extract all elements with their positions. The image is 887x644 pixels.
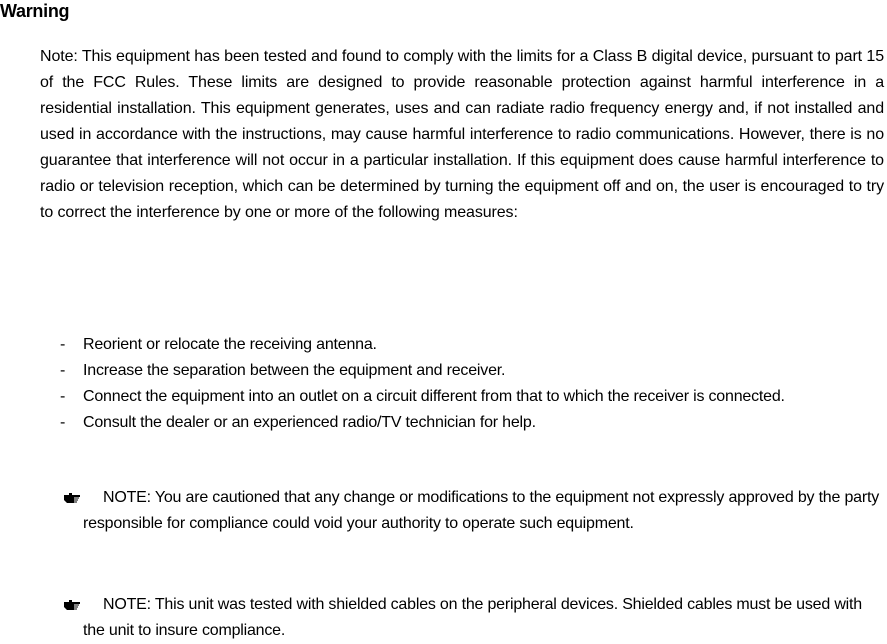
list-dash: -	[60, 336, 66, 353]
measure-item	[60, 410, 860, 436]
measure-text: Increase the separation between the equipment and receiver.	[83, 362, 506, 379]
pointing-hand-icon	[63, 598, 81, 612]
measures-list	[60, 332, 860, 436]
measure-item	[60, 332, 860, 358]
list-dash: -	[60, 362, 66, 379]
caution-note-modifications	[63, 485, 883, 537]
caution-text: NOTE: This unit was tested with shielded cables on the peripheral devices. Shielded cables must be used with the unit to insure compliance.	[83, 596, 862, 639]
caution-note-shielded-cables	[63, 592, 883, 644]
measure-item	[60, 358, 860, 384]
fcc-note-paragraph: Note: This equipment has been tested and found to comply with the limits for a Class B digital device, pursuant to part 15 of the FCC Rules. These limits are designed to provide reasonable protection against harmful interference in a residential installation. This equipment generates, uses and can radiate radio frequency energy and, if not installed and used in accordance with the instructions, may cause harmful interference to radio communications. However, there is no guarantee that interference will not occur in a particular installation. If this equipment does cause harmful interference to radio or television reception, which can be determined by turning the equipment off and on, the user is encouraged to try to correct the interference by one or more of the following measures:	[40, 48, 884, 221]
measure-text: Consult the dealer or an experienced radio/TV technician for help.	[83, 414, 536, 431]
warning-heading: Warning	[0, 1, 70, 21]
caution-text: NOTE: You are cautioned that any change or modifications to the equipment not expressly approved by the party responsible for compliance could void your authority to operate such equipment.	[83, 489, 880, 532]
pointing-hand-icon	[63, 491, 81, 505]
measure-item	[60, 384, 860, 410]
measure-text: Connect the equipment into an outlet on a circuit different from that to which the receiver is connected.	[83, 388, 785, 405]
measure-text: Reorient or relocate the receiving antenna.	[83, 336, 377, 353]
list-dash: -	[60, 414, 66, 431]
list-dash: -	[60, 388, 66, 405]
